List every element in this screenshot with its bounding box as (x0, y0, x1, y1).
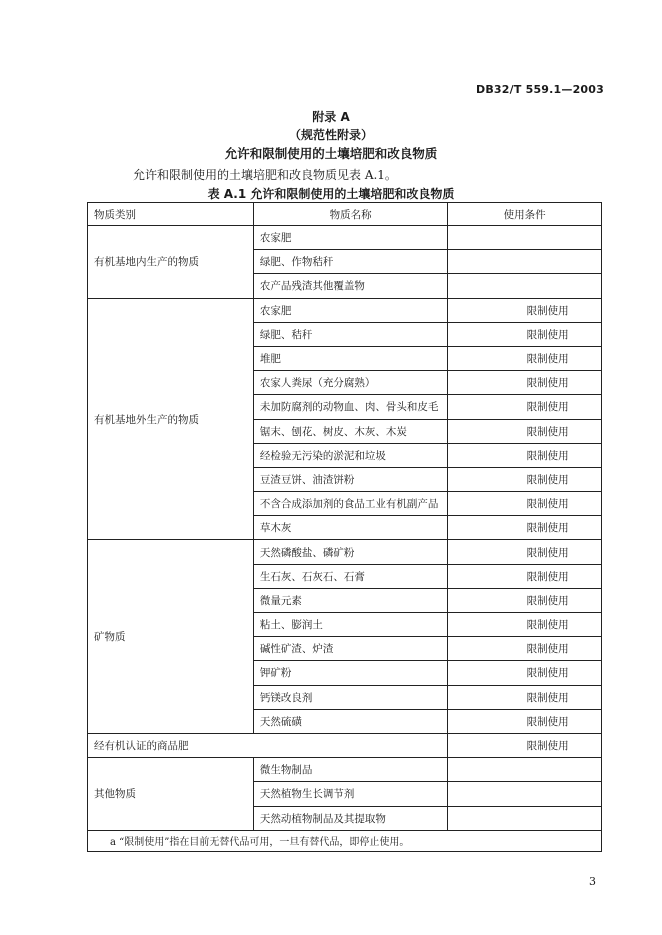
use-condition (448, 274, 602, 298)
material-name: 天然植物生长调节剂 (253, 782, 447, 806)
table-caption: 表 A.1 允许和限制使用的土壤培肥和改良物质 (207, 187, 455, 201)
material-name: 碱性矿渣、炉渣 (253, 637, 447, 661)
material-name: 微生物制品 (253, 758, 447, 782)
material-name: 天然磷酸盐、磷矿粉 (253, 540, 447, 564)
standard-code: DB32/T 559.1—2003 (476, 83, 604, 96)
material-name: 钙镁改良剂 (253, 685, 447, 709)
use-condition (448, 806, 602, 830)
category-cell: 其他物质 (88, 758, 254, 831)
material-name: 草木灰 (253, 516, 447, 540)
use-condition: 限制使用 (448, 346, 602, 370)
material-name: 绿肥、秸秆 (253, 322, 447, 346)
material-name: 微量元素 (253, 588, 447, 612)
use-condition: 限制使用 (448, 419, 602, 443)
use-condition: 限制使用 (448, 661, 602, 685)
header-category: 物质类别 (88, 203, 254, 226)
table-row (88, 226, 602, 250)
use-condition: 限制使用 (448, 733, 602, 757)
material-name: 生石灰、石灰石、石膏 (253, 564, 447, 588)
use-condition: 限制使用 (448, 516, 602, 540)
use-condition: 限制使用 (448, 322, 602, 346)
table-row (88, 733, 602, 757)
use-condition: 限制使用 (448, 709, 602, 733)
material-name: 农家人粪尿（充分腐熟） (253, 371, 447, 395)
use-condition (448, 250, 602, 274)
table-header-row (88, 203, 602, 226)
table-row (88, 298, 602, 322)
use-condition: 限制使用 (448, 613, 602, 637)
table-row (88, 540, 602, 564)
appendix-name: 允许和限制使用的土壤培肥和改良物质 (224, 146, 438, 161)
table-footnote-row (88, 830, 602, 851)
page-number: 3 (589, 875, 596, 888)
use-condition (448, 758, 602, 782)
header-name: 物质名称 (253, 203, 447, 226)
use-condition (448, 226, 602, 250)
category-cell: 矿物质 (88, 540, 254, 734)
use-condition: 限制使用 (448, 443, 602, 467)
appendix-title: 附录 A (312, 110, 350, 124)
material-name: 堆肥 (253, 346, 447, 370)
table-footnote: a “限制使用”指在目前无替代品可用，一旦有替代品，即停止使用。 (88, 830, 602, 851)
use-condition (448, 782, 602, 806)
intro-paragraph: 允许和限制使用的土壤培肥和改良物质见表 A.1。 (133, 168, 397, 182)
material-name: 农产品残渣其他覆盖物 (253, 274, 447, 298)
material-name: 粘土、膨润土 (253, 613, 447, 637)
material-name: 不含合成添加剂的食品工业有机副产品 (253, 492, 447, 516)
material-name: 未加防腐剂的动物血、肉、骨头和皮毛 (253, 395, 447, 419)
material-name: 钾矿粉 (253, 661, 447, 685)
material-name: 经检验无污染的淤泥和垃圾 (253, 443, 447, 467)
use-condition: 限制使用 (448, 492, 602, 516)
material-name: 农家肥 (253, 226, 447, 250)
material-name: 天然动植物制品及其提取物 (253, 806, 447, 830)
use-condition: 限制使用 (448, 637, 602, 661)
use-condition: 限制使用 (448, 564, 602, 588)
header-condition: 使用条件 (448, 203, 602, 226)
use-condition: 限制使用 (448, 371, 602, 395)
use-condition: 限制使用 (448, 467, 602, 491)
material-name: 农家肥 (253, 298, 447, 322)
use-condition: 限制使用 (448, 588, 602, 612)
use-condition: 限制使用 (448, 395, 602, 419)
material-name: 豆渣豆饼、油渣饼粉 (253, 467, 447, 491)
table-row (88, 758, 602, 782)
materials-table (87, 202, 602, 852)
material-name: 绿肥、作物秸秆 (253, 250, 447, 274)
use-condition: 限制使用 (448, 298, 602, 322)
category-cell: 有机基地内生产的物质 (88, 226, 254, 299)
category-cell: 有机基地外生产的物质 (88, 298, 254, 540)
category-cell: 经有机认证的商品肥 (88, 733, 448, 757)
use-condition: 限制使用 (448, 685, 602, 709)
material-name: 天然硫磺 (253, 709, 447, 733)
material-name: 锯末、刨花、树皮、木灰、木炭 (253, 419, 447, 443)
use-condition: 限制使用 (448, 540, 602, 564)
appendix-subtitle: （规范性附录） (288, 128, 373, 142)
